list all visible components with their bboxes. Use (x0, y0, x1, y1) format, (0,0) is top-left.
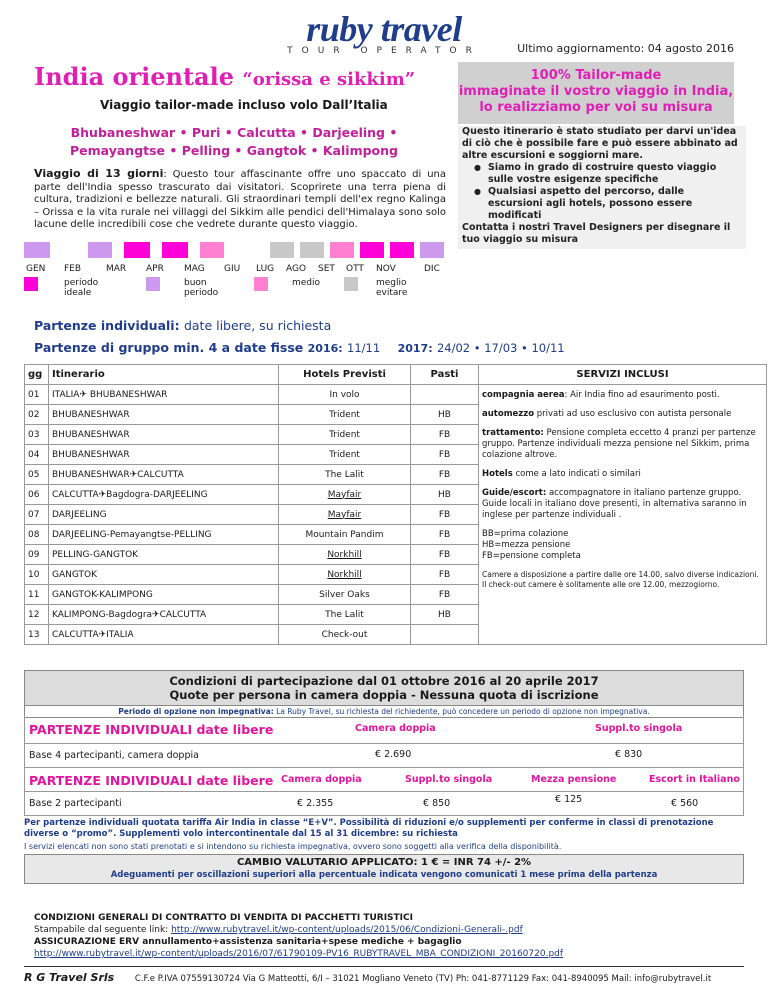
cell-hotel: Trident (279, 445, 411, 465)
col-hotels: Hotels Previsti (279, 365, 411, 385)
swatch-mar (124, 242, 150, 258)
price-head-double-2: Camera doppia (281, 774, 362, 785)
cell-pasti: FB (411, 445, 479, 465)
price-row-base2 (24, 792, 744, 816)
price-row-ind-header (24, 716, 744, 744)
legend-medium: medio (292, 278, 321, 288)
service-guide-text: accompagnatore in italiano partenze gruppo. Guide locali in italiano dove presenti, in alternativa saranno in inglese per partenze individuali . (482, 488, 747, 520)
last-updated: Ultimo aggiornamento: 04 agosto 2016 (517, 42, 734, 55)
price4-single: € 830 (615, 749, 643, 760)
service-hotels-text: come a lato indicati o similari (512, 469, 641, 479)
price-head-escort: Escort in Italiano (649, 774, 740, 785)
info-bullet: ● Qualsiasi aspetto del percorso, dalle escursioni agli hotels, possono essere modificati (462, 186, 742, 222)
group-departures (34, 340, 565, 355)
swatch-dic (420, 242, 444, 258)
meal-fb: FB=pensione completa (482, 551, 581, 561)
legend-swatch-medium (254, 277, 268, 291)
general-stamp-line (34, 924, 744, 936)
service-flight-label: compagnia aerea (482, 390, 565, 400)
cell-hotel: Norkhill (279, 545, 411, 565)
table-row (25, 385, 767, 405)
page-title (34, 62, 415, 91)
cell-gg: 05 (25, 465, 49, 485)
col-itinerary: Itinerario (49, 365, 279, 385)
swatch-feb (88, 242, 112, 258)
cell-itin: KALIMPONG-Bagdogra✈CALCUTTA (49, 605, 279, 625)
swatch-nov (390, 242, 414, 258)
month-label: NOV (376, 264, 396, 274)
base2-label: Base 2 partecipanti (29, 798, 122, 809)
insurance-link[interactable]: http://www.rubytravel.it/wp-content/uploads/2016/07/61790109-PV16_RUBYTRAVEL_MBA_CONDIZIONI_20160720.pdf (34, 949, 564, 959)
general-stamp-label: Stampabile dal seguente link: (34, 925, 172, 935)
cell-pasti: HB (411, 405, 479, 425)
cell-gg: 02 (25, 405, 49, 425)
price2-single: € 850 (423, 798, 451, 809)
cell-hotel: The Lalit (279, 605, 411, 625)
service-meals (482, 428, 763, 461)
cell-hotel: Mayfair (279, 505, 411, 525)
price-head-single-2: Suppl.to singola (405, 774, 493, 785)
month-label: GEN (26, 264, 46, 274)
price-row-base4 (24, 744, 744, 768)
cell-gg: 13 (25, 625, 49, 645)
month-label: LUG (256, 264, 275, 274)
tailormade-line3: lo realizziamo per voi su misura (479, 100, 713, 115)
legend-good: buon periodo (184, 278, 219, 298)
cell-itin: GANGTOK-KALIMPONG (49, 585, 279, 605)
group-label: Partenze di gruppo min. 4 a date fisse (34, 340, 304, 355)
cell-gg: 12 (25, 605, 49, 625)
cell-gg: 01 (25, 385, 49, 405)
cell-gg: 10 (25, 565, 49, 585)
swatch-ott (360, 242, 384, 258)
info-intro: Questo itinerario è stato studiato per darvi un'idea di ciò che è possibile fare e può essere abbinato ad altre escursioni e soggiorni mare. (462, 126, 738, 161)
meal-hb: HB=mezza pensione (482, 540, 571, 550)
cell-itin: BHUBANESHWAR (49, 425, 279, 445)
legend-avoid: meglio evitare (376, 278, 408, 298)
service-flight-text: : Air India fino ad esaurimento posti. (564, 390, 720, 400)
base4-label: Base 4 partecipanti, camera doppia (29, 750, 199, 761)
month-label: OTT (346, 264, 364, 274)
info-bullet: ● Siamo in grado di costruire questo viaggio sulle vostre esigenze specifiche (462, 162, 742, 186)
dates-2017: 24/02 • 17/03 • 10/11 (436, 341, 565, 355)
cell-pasti (411, 625, 479, 645)
col-gg: gg (25, 365, 49, 385)
month-label: DIC (424, 264, 440, 274)
logo-sub: TOUR OPERATOR (287, 46, 481, 56)
col-servizi: SERVIZI INCLUSI (479, 365, 767, 385)
exchange-adjustment: Adeguamenti per oscillazioni superiori alla percentuale indicata vengono comunicati 1 mese prima della partenza (110, 870, 658, 880)
cell-itin: GANGTOK (49, 565, 279, 585)
info-box (458, 126, 746, 249)
cell-itin: BHUBANESHWAR✈CALCUTTA (49, 465, 279, 485)
cell-hotel: Check-out (279, 625, 411, 645)
info-outro: Contatta i nostri Travel Designers per disegnare il tuo viaggio su misura (462, 222, 731, 245)
cell-itin: PELLING-GANGTOK (49, 545, 279, 565)
price-head-double: Camera doppia (355, 723, 436, 734)
footer (24, 966, 744, 984)
service-car-text: privati ad uso esclusivo con autista personale (534, 409, 732, 419)
price2-half-board: € 125 (555, 794, 583, 805)
cell-gg: 03 (25, 425, 49, 445)
individual-departures (34, 318, 331, 333)
cell-pasti: FB (411, 465, 479, 485)
month-label: GIU (224, 264, 241, 274)
company-info: C.F.e P.IVA 07559130724 Via G Matteotti, 6/I – 31021 Mogliano Veneto (TV) Ph: 041-8771129 Fax: 041-8940095 Mail: info@rubytravel.it (134, 974, 712, 984)
intro-paragraph (34, 168, 446, 232)
individual-departures-label-2: PARTENZE INDIVIDUALI date libere (29, 773, 274, 788)
service-meals-text: Pensione completa eccetto 4 pranzi per partenze gruppo. Partenze individuali mezza pensione nel Sikkim, prima colazione altrove. (482, 428, 756, 460)
cell-hotel: Trident (279, 405, 411, 425)
cell-gg: 11 (25, 585, 49, 605)
month-label: SET (318, 264, 335, 274)
cell-pasti: FB (411, 545, 479, 565)
cell-hotel: In volo (279, 385, 411, 405)
conditions-title (24, 670, 744, 706)
service-car (482, 409, 763, 420)
legend-ideal: periodo ideale (64, 278, 99, 298)
itinerary-table (24, 364, 767, 645)
option-text: La Ruby Travel, su richiesta del richiedente, può concedere un periodo di opzione non impegnativa. (273, 707, 650, 716)
cell-gg: 08 (25, 525, 49, 545)
swatch-gen (24, 242, 50, 258)
cell-itin: DARJEELING-Pemayangtse-PELLING (49, 525, 279, 545)
meal-bb: BB=prima colazione (482, 529, 569, 539)
price-row-ind-header2 (24, 768, 744, 792)
cell-pasti: FB (411, 585, 479, 605)
swatch-ago (300, 242, 324, 258)
swatch-apr (162, 242, 188, 258)
title-main: India orientale (34, 62, 234, 91)
individual-label: Partenze individuali: (34, 318, 180, 333)
cell-itin: CALCUTTA✈ITALIA (49, 625, 279, 645)
availability-note: I servizi elencati non sono stati prenotati e si intendono su richiesta impegnativa, ovvero sono soggetti alla verifica della disponibilità. (24, 842, 562, 851)
service-guide-label: Guide/escort: (482, 488, 547, 498)
legend-swatch-good (146, 277, 160, 291)
tailormade-line2: immaginate il vostro viaggio in India, (458, 84, 734, 99)
cell-hotel: The Lalit (279, 465, 411, 485)
legend-swatch-ideal (24, 277, 38, 291)
price4-double: € 2.690 (375, 749, 412, 760)
intro-bold: Viaggio di 13 giorni (34, 167, 164, 180)
cell-pasti: FB (411, 505, 479, 525)
cell-itin: DARJEELING (49, 505, 279, 525)
price2-double: € 2.355 (297, 798, 334, 809)
year-2016: 2016: (307, 342, 343, 355)
company-name: R G Travel Srls (24, 971, 115, 984)
legend-swatch-avoid (344, 277, 358, 291)
individual-departures-label: PARTENZE INDIVIDUALI date libere (29, 722, 274, 737)
swatch-mag (200, 242, 224, 258)
route: Bhubaneshwar • Puri • Calcutta • Darjeeling • Pemayangtse • Pelling • Gangtok • Kalimpong (70, 125, 398, 158)
month-label: APR (146, 264, 164, 274)
cell-hotel: Mountain Pandim (279, 525, 411, 545)
swatch-set (330, 242, 354, 258)
dates-2016: 11/11 (347, 341, 381, 355)
service-flight (482, 390, 763, 401)
title-sub: “orissa e sikkim” (242, 69, 416, 90)
logo-main: ruby travel (306, 9, 462, 49)
service-hotels (482, 469, 763, 480)
conditions-line2: Quote per persona in camera doppia - Nessuna quota di iscrizione (169, 688, 599, 702)
cell-hotel: Mayfair (279, 485, 411, 505)
cell-pasti: HB (411, 485, 479, 505)
option-label: Periodo di opzione non impegnativa: (118, 707, 274, 716)
cell-hotel: Norkhill (279, 565, 411, 585)
exchange-rate-box (24, 854, 744, 884)
general-conditions (34, 912, 744, 960)
cell-gg: 04 (25, 445, 49, 465)
exchange-rate: CAMBIO VALUTARIO APPLICATO: 1 € = INR 74 +/- 2% (236, 857, 532, 868)
meal-legend (482, 529, 763, 562)
service-hotels-label: Hotels (482, 469, 513, 479)
price-head-single: Suppl.to singola (595, 723, 683, 734)
cell-gg: 06 (25, 485, 49, 505)
price-head-half-board: Mezza pensione (531, 774, 617, 785)
cell-itin: BHUBANESHWAR (49, 445, 279, 465)
month-label: MAR (106, 264, 127, 274)
month-label: FEB (64, 264, 82, 274)
service-car-label: automezzo (482, 409, 535, 419)
table-header (25, 365, 767, 385)
cell-hotel: Trident (279, 425, 411, 445)
cell-itin: BHUBANESHWAR (49, 405, 279, 425)
year-2017: 2017: (397, 342, 433, 355)
rooms-note: Camere a disposizione a partire dalle ore 14.00, salvo diverse indicazioni. Il check-out camere è solitamente alle ore 12.00, mezzogiorno. (482, 570, 759, 589)
cell-pasti: FB (411, 425, 479, 445)
service-meals-label: trattamento: (482, 428, 544, 438)
conditions-header (24, 670, 744, 718)
cell-pasti: HB (411, 605, 479, 625)
cell-itin: ITALIA✈ BHUBANESHWAR (49, 385, 279, 405)
cell-gg: 07 (25, 505, 49, 525)
tailormade-subtitle: Viaggio tailor-made incluso volo Dall’Italia (100, 98, 388, 112)
month-label: MAG (184, 264, 205, 274)
tailormade-line1: 100% Tailor-made (530, 68, 662, 83)
col-pasti: Pasti (411, 365, 479, 385)
price2-escort: € 560 (671, 798, 699, 809)
individual-text: date libere, su richiesta (183, 318, 332, 333)
general-conditions-link[interactable]: http://www.rubytravel.it/wp-content/uploads/2015/06/Condizioni-Generali-.pdf (171, 925, 523, 935)
month-label: AGO (286, 264, 307, 274)
cell-pasti: FB (411, 525, 479, 545)
insurance-title: ASSICURAZIONE ERV annullamento+assistenza sanitaria+spese mediche + bagaglio (34, 937, 462, 947)
conditions-line1: Condizioni di partecipazione dal 01 ottobre 2016 al 20 aprile 2017 (169, 674, 599, 688)
cell-pasti (411, 385, 479, 405)
swatch-lug (270, 242, 294, 258)
cell-hotel: Silver Oaks (279, 585, 411, 605)
service-guide (482, 488, 763, 521)
intro-text: : Questo tour affascinante offre uno spaccato di una parte dell'India spesso trascurato dai visitatori. Scoprirete una terra piena di cultura, tradizioni e bellezze naturali. Gli straordinari templi dell'ex regno Kalinga – Orissa e la vita rurale nei villaggi del Sikkim alle pendici dell'Himalaya sono solo lacune delle incredibili cose che vedrete durante questo viaggio. (34, 169, 446, 230)
services-cell (479, 385, 767, 645)
tailormade-box (458, 62, 734, 124)
cell-pasti: FB (411, 565, 479, 585)
general-title: CONDIZIONI GENERALI DI CONTRATTO DI VENDITA DI PACCHETTI TURISTICI (34, 913, 413, 923)
fare-note: Per partenze individuali quotata tariffa Air India in classe “E+V”. Possibilità di riduzioni e/o supplementi per conferme in classi di prenotazione diverse o “promo”. Supplementi volo intercontinentale dal 15 al 31 dicembre: su richiesta (24, 818, 714, 839)
cell-itin: CALCUTTA✈Bagdogra-DARJEELING (49, 485, 279, 505)
cell-gg: 09 (25, 545, 49, 565)
